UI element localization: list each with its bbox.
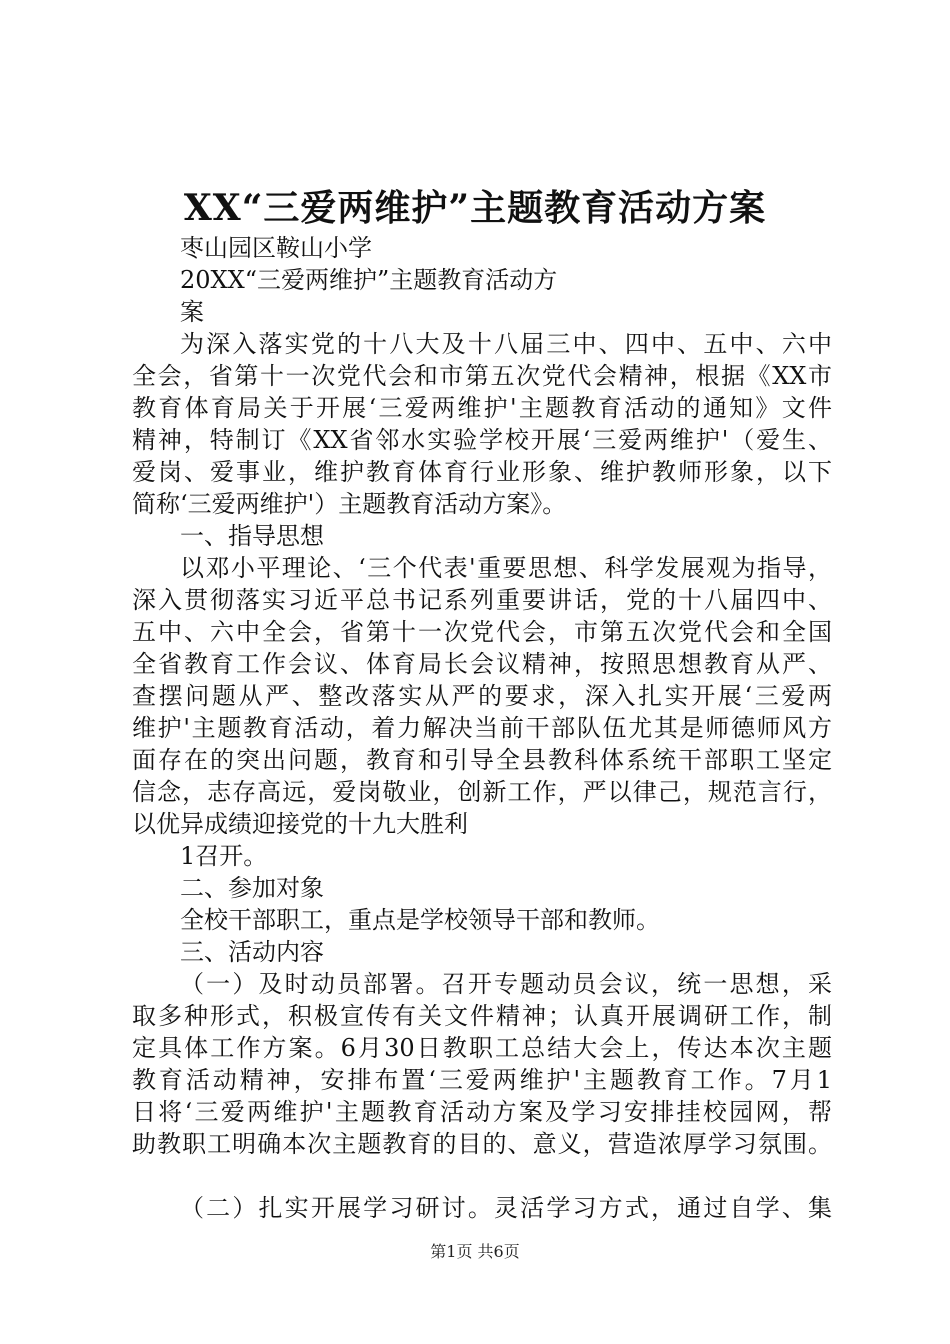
text-line: 查摆问题从严、整改落实从严的要求，深入扎实开展‘三爱两 — [132, 682, 832, 710]
page-footer: 第1页 共6页 — [430, 1242, 520, 1261]
text-line: 爱岗、爱事业，维护教育体育行业形象、维护教师形象，以下 — [132, 458, 832, 486]
text-line: 全省教育工作会议、体育局长会议精神，按照思想教育从严、 — [132, 650, 832, 678]
text-line: 取多种形式，积极宣传有关文件精神；认真开展调研工作，制 — [132, 1002, 832, 1030]
text-line: （二）扎实开展学习研讨。灵活学习方式，通过自学、集 — [180, 1194, 832, 1222]
text-line: 20XX“三爱两维护”主题教育活动方 — [180, 266, 558, 294]
text-line: 以邓小平理论、‘三个代表'重要思想、科学发展观为指导， — [180, 554, 832, 582]
text-line: 一、指导思想 — [180, 522, 324, 550]
text-line: 二、参加对象 — [180, 874, 324, 902]
text-line: 助教职工明确本次主题教育的目的、意义，营造浓厚学习氛围。 — [132, 1130, 832, 1158]
paragraph-gap — [132, 1160, 832, 1192]
document-title: XX“三爱两维护”主题教育活动方案 — [183, 187, 767, 229]
text-line: 简称‘三爱两维护'）主题教育活动方案》。 — [132, 490, 567, 518]
document-body — [132, 232, 832, 1224]
text-line: 全校干部职工，重点是学校领导干部和教师。 — [180, 906, 660, 934]
text-line: 为深入落实党的十八大及十八届三中、四中、五中、六中 — [180, 330, 832, 358]
text-line: 教育体育局关于开展‘三爱两维护'主题教育活动的通知》文件 — [132, 394, 832, 422]
text-line: 教育活动精神，安排布置‘三爱两维护'主题教育工作。7月1 — [132, 1066, 832, 1094]
text-line: 三、活动内容 — [180, 938, 324, 966]
text-line: 1召开。 — [180, 842, 268, 870]
text-line: 五中、六中全会，省第十一次党代会，市第五次党代会和全国 — [132, 618, 832, 646]
text-line: 日将‘三爱两维护'主题教育活动方案及学习安排挂校园网，帮 — [132, 1098, 832, 1126]
text-line: 全会，省第十一次党代会和市第五次党代会精神，根据《XX市 — [132, 362, 832, 390]
text-line: 定具体工作方案。6月30日教职工总结大会上，传达本次主题 — [132, 1034, 832, 1062]
text-line: 面存在的突出问题，教育和引导全县教科体系统干部职工坚定 — [132, 746, 832, 774]
text-line: 案 — [180, 298, 204, 326]
text-line: 枣山园区鞍山小学 — [180, 234, 372, 262]
text-line: 信念，志存高远，爱岗敬业，创新工作，严以律己，规范言行， — [132, 778, 832, 806]
text-line: （一）及时动员部署。召开专题动员会议，统一思想，采 — [180, 970, 832, 998]
text-line: 精神，特制订《XX省邻水实验学校开展‘三爱两维护'（爱生、 — [132, 426, 832, 454]
text-line: 以优异成绩迎接党的十九大胜利 — [132, 810, 468, 838]
text-line: 维护'主题教育活动，着力解决当前干部队伍尤其是师德师风方 — [132, 714, 832, 742]
text-line: 深入贯彻落实习近平总书记系列重要讲话，党的十八届四中、 — [132, 586, 832, 614]
